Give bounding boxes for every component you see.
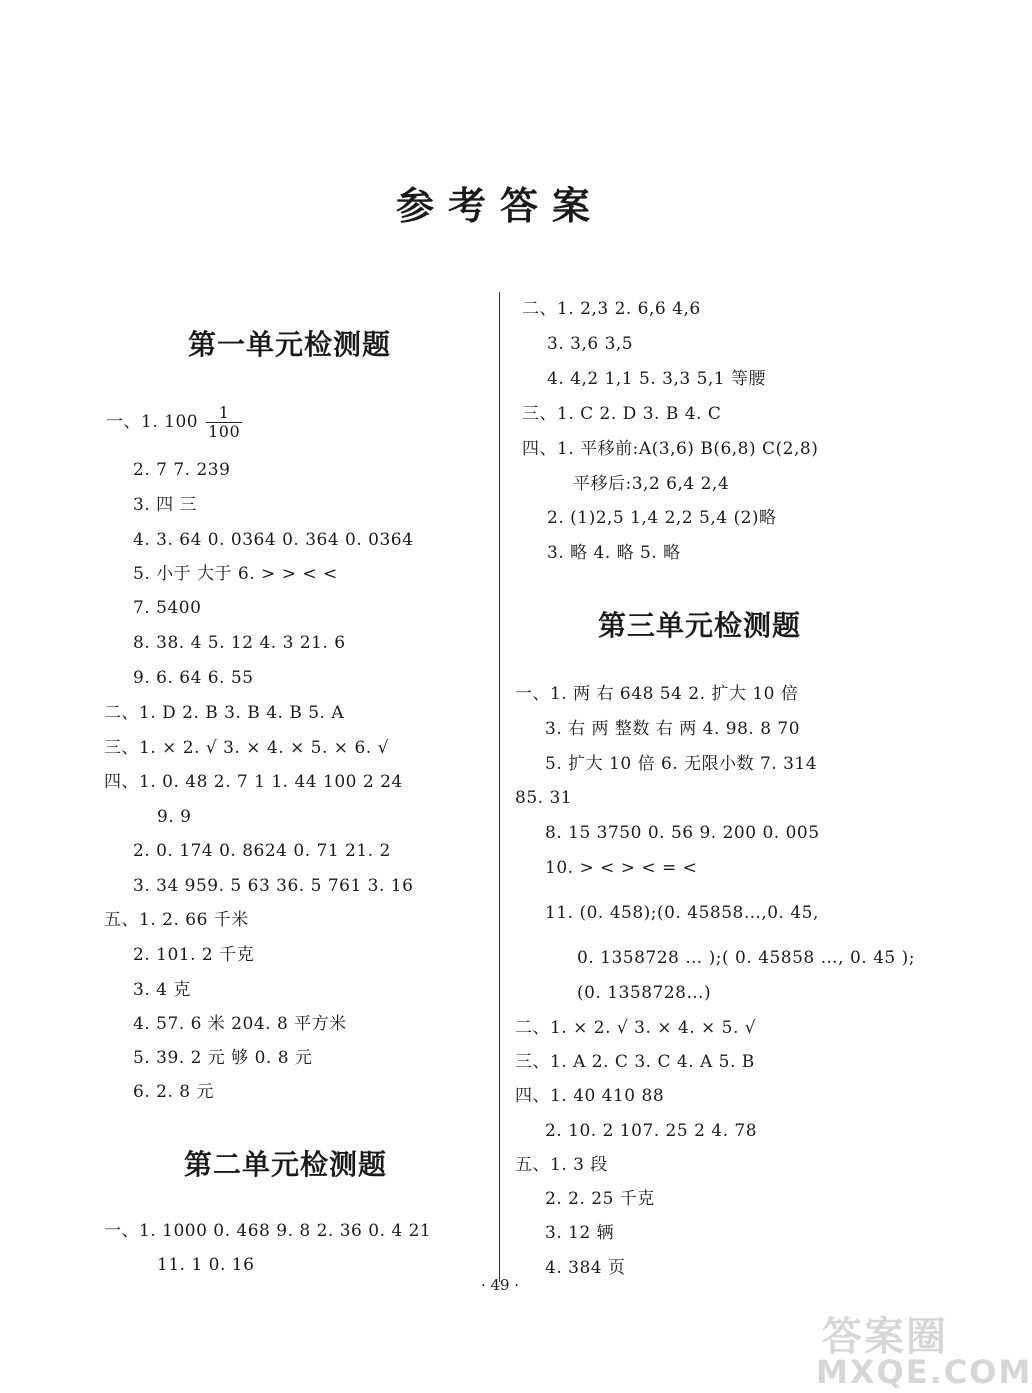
answer-line: 平移后:3,2 6,4 2,4	[573, 474, 730, 494]
fraction-numerator: 1	[206, 404, 242, 423]
answer-line: 3. 右 两 整数 右 两 4. 98. 8 70	[545, 719, 801, 739]
answer-line: 四、1. 0. 48 2. 7 1 1. 44 100 2 24	[104, 772, 403, 792]
unit1-q1-line1	[106, 404, 242, 441]
unit3-heading: 第三单元检测题	[598, 609, 802, 642]
answer-line: 8. 15 3750 0. 56 9. 200 0. 005	[545, 823, 820, 843]
watermark-text-top: 答案圈	[822, 1314, 948, 1360]
page-title: 参考答案	[395, 183, 604, 228]
answer-line: 三、1. × 2. √ 3. × 4. × 5. × 6. √	[104, 738, 389, 758]
answer-line: 9. 9	[157, 807, 192, 827]
answer-line: 三、1. C 2. D 3. B 4. C	[522, 404, 722, 424]
answer-line: 3. 4 克	[133, 980, 191, 1000]
answer-line: 5. 39. 2 元 够 0. 8 元	[133, 1048, 313, 1068]
watermark-logo	[808, 1305, 1032, 1391]
column-divider	[499, 292, 500, 1282]
answer-line: 二、1. × 2. √ 3. × 4. × 5. √	[515, 1018, 757, 1038]
answer-line: 4. 384 页	[545, 1258, 626, 1278]
unit1-heading: 第一单元检测题	[188, 328, 392, 361]
answer-line: 7. 5400	[133, 598, 202, 618]
answer-line: 一、1. 两 右 648 54 2. 扩大 10 倍	[515, 684, 799, 704]
answer-line: 一、1. 1000 0. 468 9. 8 2. 36 0. 4 21	[104, 1221, 432, 1241]
answer-line: 二、1. D 2. B 3. B 4. B 5. A	[104, 703, 345, 723]
answer-line: 五、1. 2. 66 千米	[104, 910, 249, 930]
answer-line: 3. 略 4. 略 5. 略	[547, 543, 681, 563]
answer-line: 11. 1 0. 16	[157, 1255, 255, 1275]
answer-line: 85. 31	[515, 788, 573, 808]
answer-line: 3. 34 959. 5 63 36. 5 761 3. 16	[133, 876, 414, 896]
answer-line: 9. 6. 64 6. 55	[133, 668, 254, 688]
answer-line: 四、1. 40 410 88	[515, 1086, 665, 1106]
answer-line: 5. 扩大 10 倍 6. 无限小数 7. 314	[545, 754, 818, 774]
answer-line: 2. 7 7. 239	[133, 460, 231, 480]
answer-line: 4. 57. 6 米 204. 8 平方米	[133, 1014, 347, 1034]
answer-line: 五、1. 3 段	[515, 1155, 608, 1175]
answer-line: 3. 3,6 3,5	[547, 334, 634, 354]
answer-line: 2. 2. 25 千克	[545, 1189, 655, 1209]
unit2-heading: 第二单元检测题	[184, 1148, 388, 1181]
answer-line: (0. 1358728…)	[577, 983, 712, 1003]
answer-line: 10. > < > < = <	[545, 858, 698, 878]
answer-line: 4. 3. 64 0. 0364 0. 364 0. 0364	[133, 530, 414, 550]
answer-line: 2. 10. 2 107. 25 2 4. 78	[545, 1121, 758, 1141]
page-number: · 49 ·	[480, 1276, 520, 1294]
unit1-q1-prefix: 一、1. 100	[106, 412, 199, 432]
answer-line: 三、1. A 2. C 3. C 4. A 5. B	[515, 1052, 755, 1072]
answer-line: 0. 1358728 … );( 0. 45858 …, 0. 4̇5̇ );	[577, 948, 915, 968]
answer-line: 2. (1)2,5 1,4 2,2 5,4 (2)略	[547, 508, 777, 528]
answer-line: 11. (0. 458);(0. 45858…,0. 4̇5̇,	[545, 903, 819, 923]
answer-line: 4. 4,2 1,1 5. 3,3 5,1 等腰	[547, 369, 767, 389]
fraction-denominator: 100	[208, 422, 241, 441]
watermark-text-bottom: MXQE.COM	[816, 1353, 1032, 1391]
answer-line: 3. 四 三	[133, 495, 198, 515]
answer-line: 5. 小于 大于 6. > > < <	[133, 564, 338, 584]
fraction	[206, 404, 242, 441]
answer-line: 8. 38. 4 5. 12 4. 3 21. 6	[133, 633, 346, 653]
answer-line: 3. 12 辆	[545, 1223, 615, 1243]
answer-line: 6. 2. 8 元	[133, 1082, 214, 1102]
answer-line: 四、1. 平移前:A(3,6) B(6,8) C(2,8)	[522, 439, 819, 459]
answer-line: 2. 0. 174 0. 8624 0. 71 21. 2	[133, 841, 391, 861]
answer-line: 2. 101. 2 千克	[133, 945, 255, 965]
answer-line: 二、1. 2,3 2. 6,6 4,6	[522, 299, 701, 319]
